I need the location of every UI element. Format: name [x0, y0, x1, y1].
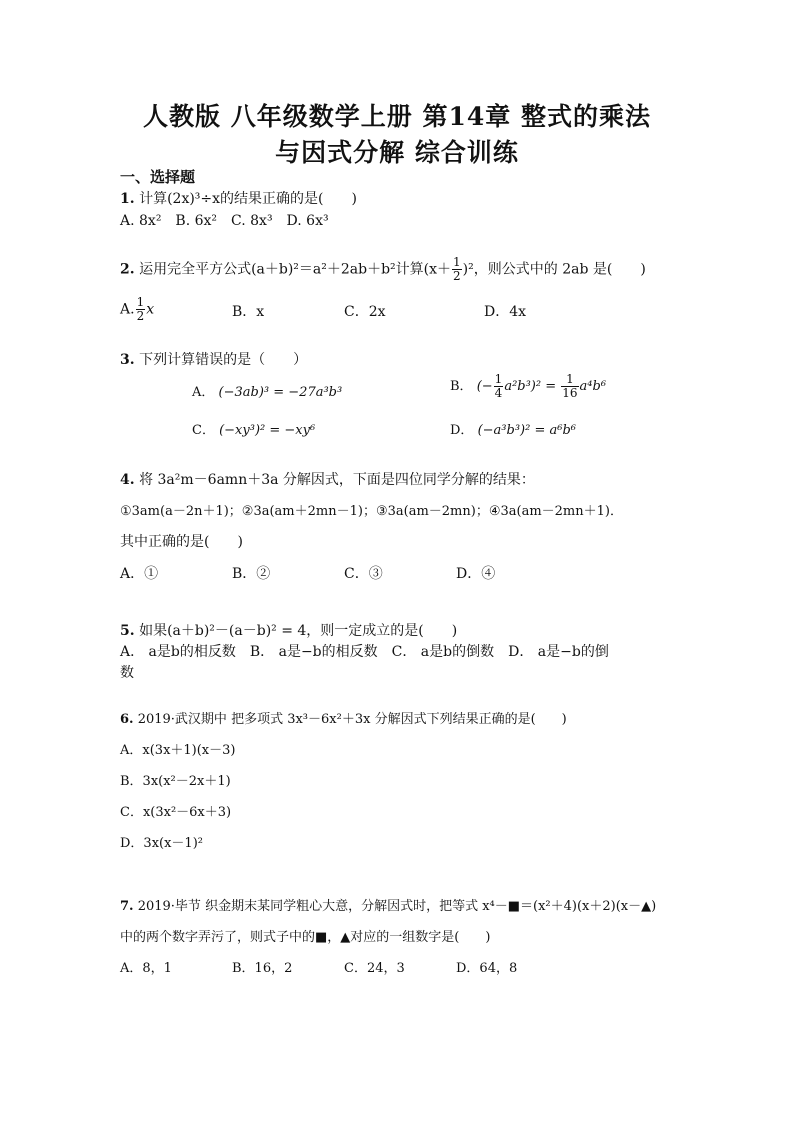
- question-7-number: 7.: [120, 899, 134, 914]
- option-b-label: B．: [450, 379, 473, 394]
- question-1-text: 计算(2x)³÷x的结果正确的是( ): [139, 191, 357, 207]
- option-b-formula-post: a²b³)² =: [504, 379, 557, 394]
- option-b-formula-rhs: a⁴b⁶: [579, 379, 607, 394]
- question-2-number: 2.: [120, 261, 135, 278]
- option-a-variable: x: [146, 301, 155, 318]
- option-b-formula-pre: (−: [476, 379, 493, 394]
- question-5-options: A． a是b的相反数 B． a是−b的相反数 C． a是b的倒数 D． a是−b的倒: [120, 644, 609, 660]
- fraction-denominator: 2: [453, 269, 461, 283]
- fraction-numerator: 1: [494, 372, 503, 386]
- fraction-denominator: 16: [562, 386, 578, 400]
- document-title-line-2: 与因式分解 综合训练: [275, 138, 519, 167]
- fraction-numerator: 1: [453, 255, 461, 269]
- option-a-fraction: [136, 296, 146, 323]
- question-7-option-a: A．8，1: [120, 961, 172, 976]
- question-2-text-b: )²，则公式中的 2ab 是( ): [462, 261, 646, 278]
- question-6-option-a: A．x(3x＋1)(x－3): [120, 743, 236, 758]
- option-b-fraction-2: [561, 373, 578, 400]
- option-b-fraction-1: [494, 373, 504, 400]
- question-7-option-c: C．24，3: [344, 961, 405, 976]
- question-6-option-b: B．3x(x²－2x＋1): [120, 774, 231, 789]
- question-2-option-a: [120, 296, 154, 323]
- question-5-number: 5.: [120, 623, 135, 639]
- question-6-option-d: D．3x(x－1)²: [120, 836, 203, 851]
- question-1-number: 1.: [120, 191, 135, 207]
- question-6-text: 2019·武汉期中 把多项式 3x³－6x²＋3x 分解因式下列结果正确的是( ): [137, 712, 567, 727]
- question-7-text-cont: 中的两个数字弄污了，则式子中的■，▲对应的一组数字是( ): [120, 930, 491, 945]
- question-2-option-b: B．x: [232, 304, 265, 320]
- question-7-text: 2019·毕节 织金期末某同学粗心大意，分解因式时，把等式 x⁴－■＝(x²＋4)(x＋2)(x－▲): [137, 899, 657, 914]
- question-4-option-b: B．②: [232, 566, 271, 582]
- option-d-formula: (−a³b³)² = a⁶b⁶: [477, 423, 576, 438]
- question-7-option-b: B．16，2: [232, 961, 293, 976]
- document-title-line-1: 人教版 八年级数学上册 第14章 整式的乘法: [143, 102, 651, 131]
- fraction-denominator: 2: [136, 309, 145, 323]
- question-5-text: 如果(a＋b)²－(a－b)² = 4，则一定成立的是( ): [139, 623, 458, 639]
- fraction-numerator: 1: [561, 373, 578, 387]
- question-4-question: 其中正确的是( ): [120, 534, 243, 550]
- question-7-option-d: D．64，8: [456, 961, 518, 976]
- option-a-label: A．: [192, 385, 215, 400]
- question-3-option-b: [450, 373, 606, 400]
- question-7: [120, 895, 656, 914]
- option-c-label: C．: [192, 423, 215, 438]
- question-2-option-d: D．4x: [484, 304, 527, 320]
- fraction-numerator: 1: [136, 295, 145, 309]
- question-2-text-a: 运用完全平方公式(a＋b)²＝a²＋2ab＋b²计算(x＋: [139, 261, 452, 278]
- question-3-option-c: [192, 419, 315, 438]
- question-4: [120, 469, 535, 489]
- question-6-number: 6.: [120, 712, 134, 727]
- question-4-option-a: A．①: [120, 566, 159, 582]
- question-3-text: 下列计算错误的是（ ）: [139, 352, 308, 368]
- question-3-option-a: [192, 381, 342, 400]
- question-1: [120, 188, 357, 208]
- question-3-option-d: [450, 419, 576, 438]
- question-6: [120, 708, 567, 727]
- question-3: [120, 349, 307, 369]
- option-a-formula: (−3ab)³ = −27a³b³: [218, 385, 343, 400]
- question-2-option-c: C．2x: [344, 304, 386, 320]
- question-5-options-cont: 数: [120, 665, 134, 681]
- question-4-option-c: C．③: [344, 566, 383, 582]
- question-4-results: ①3am(a－2n＋1)；②3a(am＋2mn－1)；③3a(am－2mn)；④3a(am－2mn＋1)．: [120, 504, 623, 519]
- option-c-formula: (−xy³)² = −xy⁶: [219, 423, 316, 438]
- option-d-label: D．: [450, 423, 474, 438]
- option-a-label: A.: [120, 301, 135, 318]
- question-3-number: 3.: [120, 352, 135, 368]
- section-heading: 一、选择题: [120, 168, 196, 186]
- question-1-options: A. 8x² B. 6x² C. 8x³ D. 6x³: [120, 213, 329, 229]
- question-5: [120, 620, 457, 640]
- question-4-option-d: D．④: [456, 566, 496, 582]
- question-6-option-c: C．x(3x²－6x＋3): [120, 805, 232, 820]
- question-4-number: 4.: [120, 472, 135, 488]
- question-2-fraction: [452, 256, 462, 283]
- question-4-text: 将 3a²m－6amn＋3a 分解因式，下面是四位同学分解的结果：: [139, 472, 535, 488]
- fraction-denominator: 4: [494, 386, 503, 400]
- question-2: [120, 256, 646, 283]
